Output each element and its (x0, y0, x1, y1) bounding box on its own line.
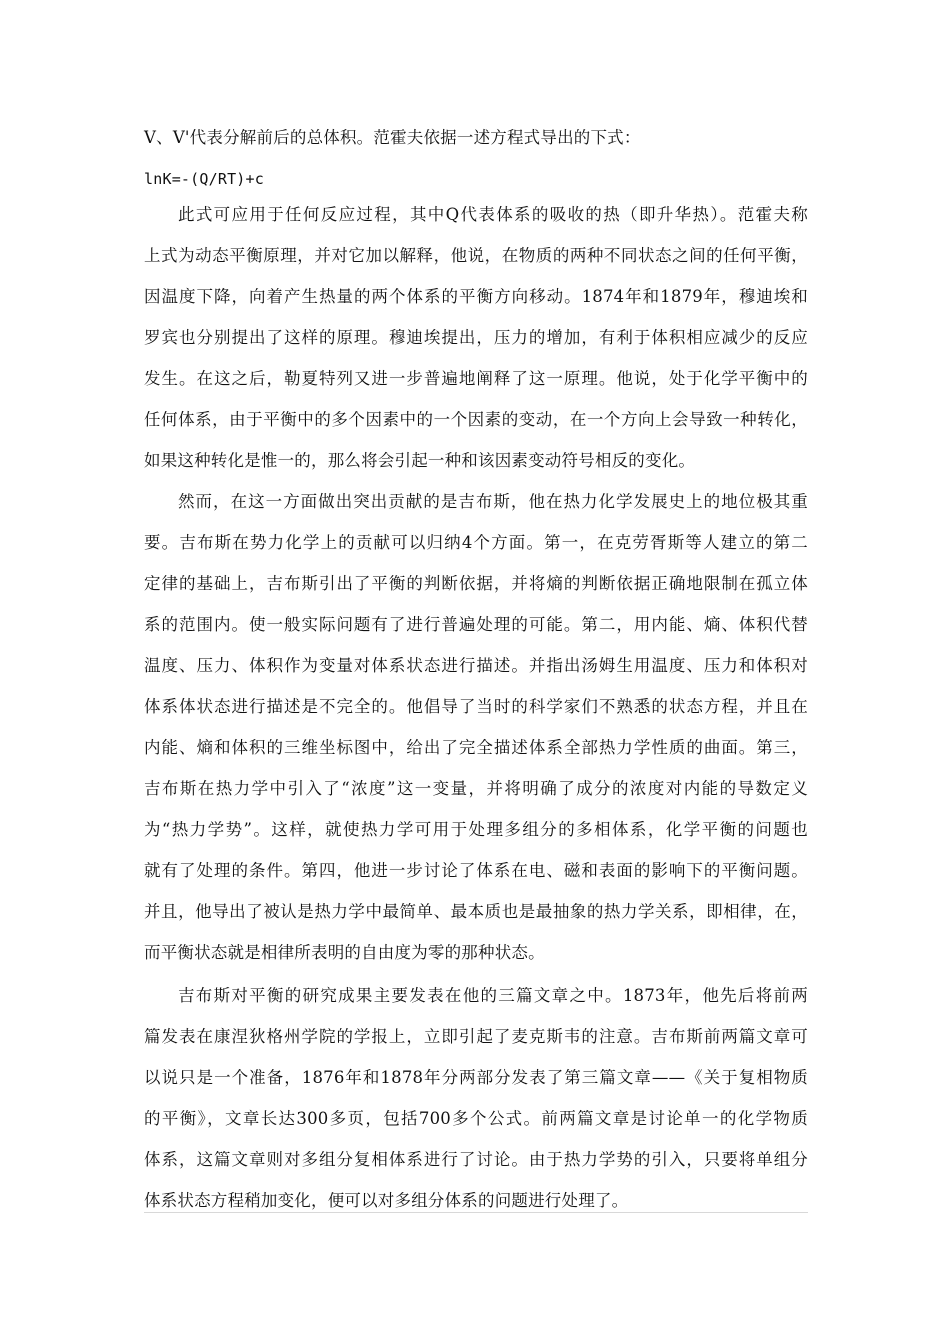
paragraph-line: 温度、压力、体积作为变量对体系状态进行描述。并指出汤姆生用温度、压力和体积对 (144, 656, 808, 675)
paragraph-line: 罗宾也分别提出了这样的原理。穆迪埃提出，压力的增加，有利于体积相应减少的反应 (144, 328, 808, 347)
paragraph-line: 以说只是一个准备，1876年和1878年分两部分发表了第三篇文章——《关于复相物质 (144, 1068, 808, 1087)
paragraph-line: 系的范围内。使一般实际问题有了进行普遍处理的可能。第二，用内能、熵、体积代替 (144, 615, 808, 634)
paragraph-line: 的平衡》，文章长达300多页，包括700多个公式。前两篇文章是讨论单一的化学物质 (144, 1109, 808, 1128)
paragraph-line: 发生。在这之后，勒夏特列又进一步普遍地阐释了这一原理。他说，处于化学平衡中的 (144, 369, 808, 388)
paragraph-line: 体系体状态进行描述是不完全的。他倡导了当时的科学家们不熟悉的状态方程，并且在 (144, 697, 808, 716)
paragraph-line: 篇发表在康涅狄格州学院的学报上，立即引起了麦克斯韦的注意。吉布斯前两篇文章可 (144, 1027, 808, 1046)
intro-line: V、V'代表分解前后的总体积。范霍夫依据一述方程式导出的下式： (144, 128, 641, 147)
paragraph-line: 因温度下降，向着产生热量的两个体系的平衡方向移动。1874年和1879年，穆迪埃和 (144, 287, 808, 306)
paragraph-line: 吉布斯对平衡的研究成果主要发表在他的三篇文章之中。1873年，他先后将前两 (178, 986, 808, 1005)
paragraph-line: 定律的基础上，吉布斯引出了平衡的判断依据，并将熵的判断依据正确地限制在孤立体 (144, 574, 808, 593)
paragraph-line: 如果这种转化是惟一的，那么将会引起一种和该因素变动符号相反的变化。 (144, 451, 696, 470)
paragraph-line: 要。吉布斯在势力化学上的贡献可以归纳4个方面。第一，在克劳胥斯等人建立的第二 (144, 533, 808, 552)
paragraph-line: 体系，这篇文章则对多组分复相体系进行了讨论。由于热力学势的引入，只要将单组分 (144, 1150, 808, 1169)
paragraph-line: 然而，在这一方面做出突出贡献的是吉布斯，他在热力化学发展史上的地位极其重 (178, 492, 808, 511)
paragraph-line: 上式为动态平衡原理，并对它加以解释，他说，在物质的两种不同状态之间的任何平衡， (144, 246, 808, 265)
paragraph-line: 吉布斯在热力学中引入了“浓度”这一变量，并将明确了成分的浓度对内能的导数定义 (144, 779, 808, 798)
paragraph-line: 体系状态方程稍加变化，便可以对多组分体系的问题进行处理了。 (144, 1191, 629, 1210)
page-divider (144, 1212, 808, 1213)
paragraph-line: 并且，他导出了被认是热力学中最简单、最本质也是最抽象的热力学关系，即相律，在， (144, 902, 808, 921)
paragraph-line: 内能、熵和体积的三维坐标图中，给出了完全描述体系全部热力学性质的曲面。第三， (144, 738, 808, 757)
paragraph-line: 就有了处理的条件。第四，他进一步讨论了体系在电、磁和表面的影响下的平衡问题。 (144, 861, 808, 880)
formula: lnK=-(Q/RT)+c (144, 170, 264, 188)
paragraph-line: 任何体系，由于平衡中的多个因素中的一个因素的变动，在一个方向上会导致一种转化， (144, 410, 808, 429)
paragraph-line: 此式可应用于任何反应过程，其中Q代表体系的吸收的热（即升华热）。范霍夫称 (178, 205, 808, 224)
paragraph-line: 而平衡状态就是相律所表明的自由度为零的那种状态。 (144, 943, 545, 962)
paragraph-line: 为“热力学势”。这样，就使热力学可用于处理多组分的多相体系，化学平衡的问题也 (144, 820, 808, 839)
